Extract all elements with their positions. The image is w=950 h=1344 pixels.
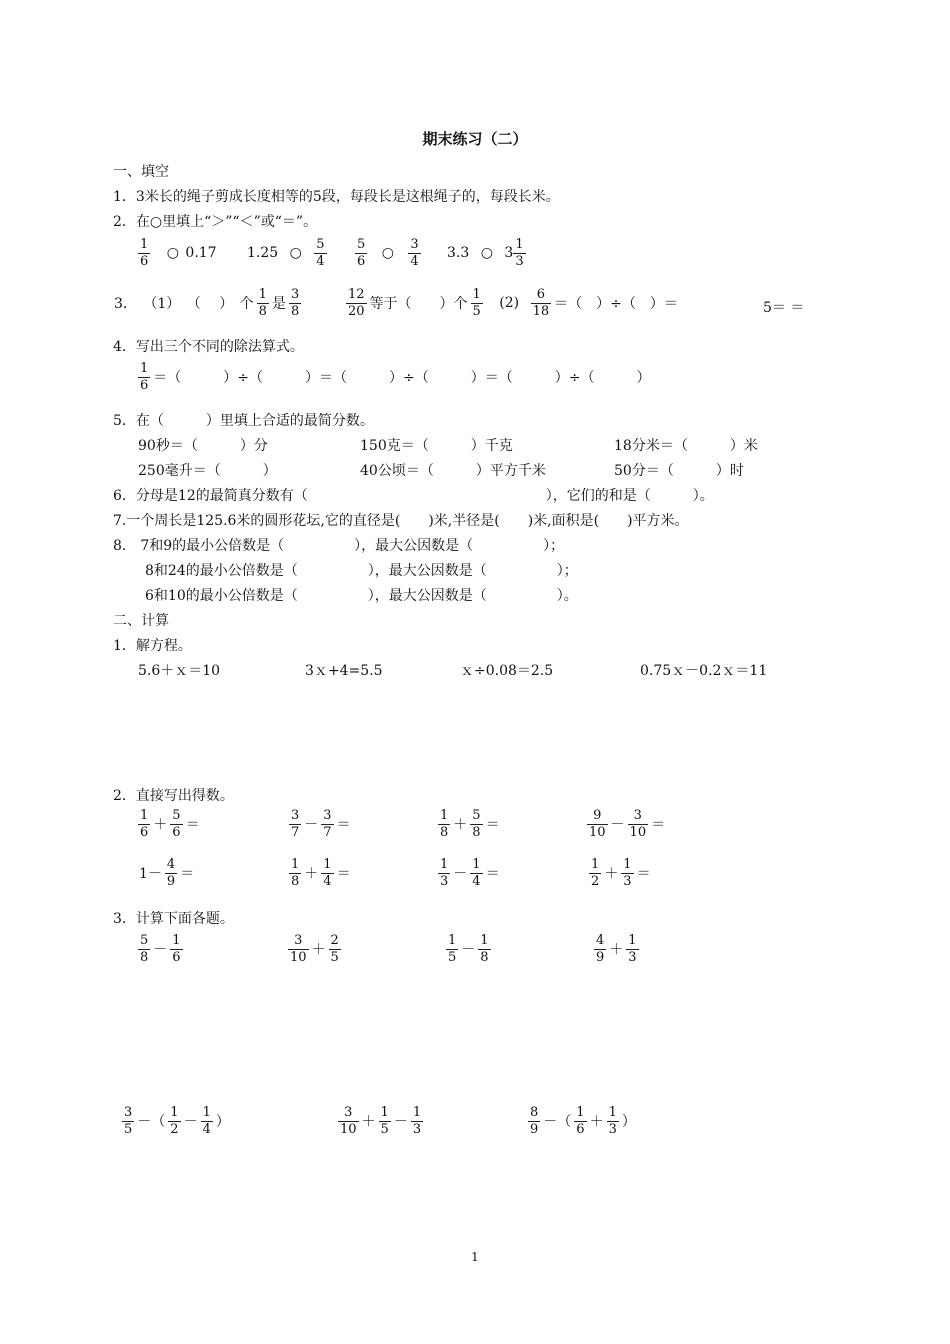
unit-item: 40公顷＝（ ）平方千米 (360, 463, 546, 479)
fraction: $\frac{4}{9}$ (596, 933, 605, 965)
fraction: $\frac{1}{6}$ (172, 933, 181, 965)
fraction: $\frac{3}{8}$ (290, 287, 300, 319)
equation: 5.6＋ｘ＝10 (138, 663, 221, 679)
unit-item: 18分米＝（ ）米 (614, 438, 758, 454)
fraction: $\frac{3}{10}$ (340, 1105, 357, 1137)
fraction: $\frac{1}{5}$ (380, 1105, 389, 1137)
calc-item: $\frac{5}{8}$ － $\frac{1}{6}$ (140, 933, 181, 965)
question-2-1: 1．解方程。 (113, 638, 192, 654)
fraction: $\frac{9}{10}$ (589, 808, 606, 840)
unit-item: 250毫升＝（ ） (138, 463, 277, 479)
fraction: $\frac{4}{9}$ (166, 857, 176, 889)
question-1-4: 4．写出三个不同的除法算式。 (113, 339, 304, 355)
fraction: $\frac{1}{2}$ (591, 857, 600, 889)
division-expressions: $\frac{1}{6}$ ＝（ ）÷（ ）＝（ ）÷（ ）＝（ ）÷（ ） (140, 361, 651, 393)
equation: 0.75ｘ－0.2ｘ＝11 (640, 663, 768, 679)
calc-item: $\frac{3}{10}$ ＋ $\frac{1}{5}$ － $\frac{1}{3}$ (340, 1105, 422, 1137)
page-number: 1 (471, 1250, 479, 1264)
fraction: $\frac{1}{8}$ (440, 808, 449, 840)
question-1-3-part-b: $\frac{12}{20}$ 等于（ ）个 $\frac{1}{5}$ (2) $\frac{6}{18}$ ＝（ ）÷（ ）＝ (348, 287, 678, 319)
fraction: $\frac{1}{8}$ (258, 287, 267, 319)
unit-item: 90秒＝（ ）分 (138, 438, 268, 454)
equation: 3ｘ+4=5.5 (305, 663, 383, 679)
question-1-2: 2．在○里填上“＞”“＜”或“＝”。 (113, 214, 318, 230)
fraction: $\frac{1}{4}$ (323, 857, 332, 889)
fraction: $\frac{1}{6}$ (576, 1105, 585, 1137)
calc-item: $\frac{3}{5}$ －（ $\frac{1}{2}$ － $\frac{1}{4}$ ） (124, 1105, 230, 1137)
direct-item: 1－ $\frac{4}{9}$ ＝ (139, 857, 195, 889)
fraction: $\frac{1}{5}$ (472, 287, 481, 319)
fraction: $\frac{1}{3}$ (628, 933, 637, 965)
fraction: $\frac{1}{3}$ (608, 1105, 617, 1137)
unit-item: 150克＝（ ）千克 (360, 438, 513, 454)
compare-circle[interactable]: ○ (166, 245, 179, 262)
question-1-8-line-3: 6和10的最小公倍数是（ ），最大公因数是（ ）。 (145, 588, 578, 604)
fraction: $\frac{5}{6}$ (357, 237, 366, 269)
fraction: $\frac{1}{4}$ (202, 1105, 211, 1137)
fraction: $\frac{1}{6}$ (140, 361, 149, 393)
fraction: $\frac{1}{5}$ (448, 933, 457, 965)
fraction: $\frac{3}{5}$ (124, 1105, 133, 1137)
direct-item: $\frac{9}{10}$ － $\frac{3}{10}$ ＝ (589, 808, 666, 840)
fraction: $\frac{3}{10}$ (629, 808, 647, 840)
question-2-2: 2．直接写出得数。 (113, 788, 234, 804)
calc-item: $\frac{1}{5}$ － $\frac{1}{8}$ (448, 933, 489, 965)
fraction: $\frac{1}{8}$ (291, 857, 300, 889)
fraction: $\frac{6}{18}$ (532, 287, 550, 319)
compare-item-1: $\frac{1}{6}$ ○ 0.17 (140, 237, 217, 269)
fraction: $\frac{1}{8}$ (480, 933, 489, 965)
fraction: $\frac{8}{9}$ (530, 1105, 539, 1137)
question-1-1: 1．3米长的绳子剪成长度相等的5段，每段长是这根绳子的，每段长米。 (113, 189, 560, 205)
fraction: $\frac{5}{8}$ (140, 933, 149, 965)
direct-item: $\frac{3}{7}$ － $\frac{3}{7}$ ＝ (291, 808, 351, 840)
fraction: $\frac{1}{3}$ (515, 237, 524, 269)
page-title: 期末练习（二） (422, 130, 528, 148)
fraction: $\frac{3}{10}$ (290, 933, 307, 965)
unit-item: 50分＝（ ）时 (614, 463, 744, 479)
question-1-7: 7.一个周长是125.6米的圆形花坛,它的直径是( )米,半径是( )米,面积是( )平方米。 (113, 513, 689, 529)
fraction: $\frac{12}{20}$ (348, 287, 365, 319)
calc-item: $\frac{3}{10}$ ＋ $\frac{2}{5}$ (290, 933, 339, 965)
direct-item: $\frac{1}{8}$ ＋ $\frac{1}{4}$ ＝ (291, 857, 351, 889)
direct-item: $\frac{1}{3}$ － $\frac{1}{4}$ ＝ (440, 857, 500, 889)
equation: ｘ÷0.08＝2.5 (460, 663, 554, 679)
fraction: $\frac{3}{7}$ (291, 808, 300, 840)
fraction: $\frac{3}{4}$ (410, 237, 419, 269)
compare-item-4: 3.3 ○ 3 $\frac{1}{3}$ (447, 237, 524, 269)
section2-heading: 二、计算 (113, 613, 169, 629)
fraction: $\frac{1}{4}$ (472, 857, 481, 889)
section1-heading: 一、填空 (113, 164, 169, 180)
direct-item: $\frac{1}{6}$ ＋ $\frac{5}{6}$ ＝ (140, 808, 200, 840)
question-1-5: 5．在（ ）里填上合适的最简分数。 (113, 413, 374, 429)
question-1-3: 3． （1） （ ） 个 $\frac{1}{8}$ 是 $\frac{3}{8}$ (114, 287, 300, 319)
compare-circle[interactable]: ○ (480, 245, 493, 262)
compare-item-3 (353, 238, 423, 268)
question-1-8-line-1: 8． 7和9的最小公倍数是（ ），最大公因数是（ ）； (113, 538, 565, 554)
compare-circle[interactable]: ○ (381, 245, 394, 262)
direct-item: $\frac{1}{2}$ ＋ $\frac{1}{3}$ ＝ (591, 857, 651, 889)
fraction: $\frac{1}{6}$ (140, 237, 149, 269)
question-1-8-line-2: 8和24的最小公倍数是（ ），最大公因数是（ ）； (145, 563, 578, 579)
fraction: $\frac{3}{7}$ (323, 808, 332, 840)
fraction: $\frac{1}{3}$ (412, 1105, 422, 1137)
fraction: $\frac{1}{3}$ (440, 857, 449, 889)
question-1-3-part-c: 5＝ ＝ (763, 300, 805, 316)
fraction: $\frac{1}{3}$ (623, 857, 632, 889)
fraction: $\frac{5}{4}$ (316, 237, 325, 269)
question-1-6: 6．分母是12的最简真分数有（ ），它们的和是（ ）。 (113, 488, 714, 504)
compare-item-2: 1.25 ○ $\frac{5}{4}$ (247, 237, 325, 269)
question-2-3: 3．计算下面各题。 (113, 911, 234, 927)
direct-item: $\frac{1}{8}$ ＋ $\frac{5}{8}$ ＝ (440, 808, 500, 840)
calc-item: $\frac{8}{9}$ －（ $\frac{1}{6}$ ＋ $\frac{1}{3}$ ） (530, 1105, 636, 1137)
fraction: $\frac{1}{2}$ (170, 1105, 179, 1137)
fraction: $\frac{5}{6}$ (172, 808, 181, 840)
compare-circle[interactable]: ○ (289, 245, 302, 262)
fraction: $\frac{2}{5}$ (330, 933, 339, 965)
calc-item: $\frac{4}{9}$ ＋ $\frac{1}{3}$ (596, 933, 637, 965)
fraction: $\frac{5}{8}$ (472, 808, 481, 840)
fraction: $\frac{1}{6}$ (140, 808, 149, 840)
